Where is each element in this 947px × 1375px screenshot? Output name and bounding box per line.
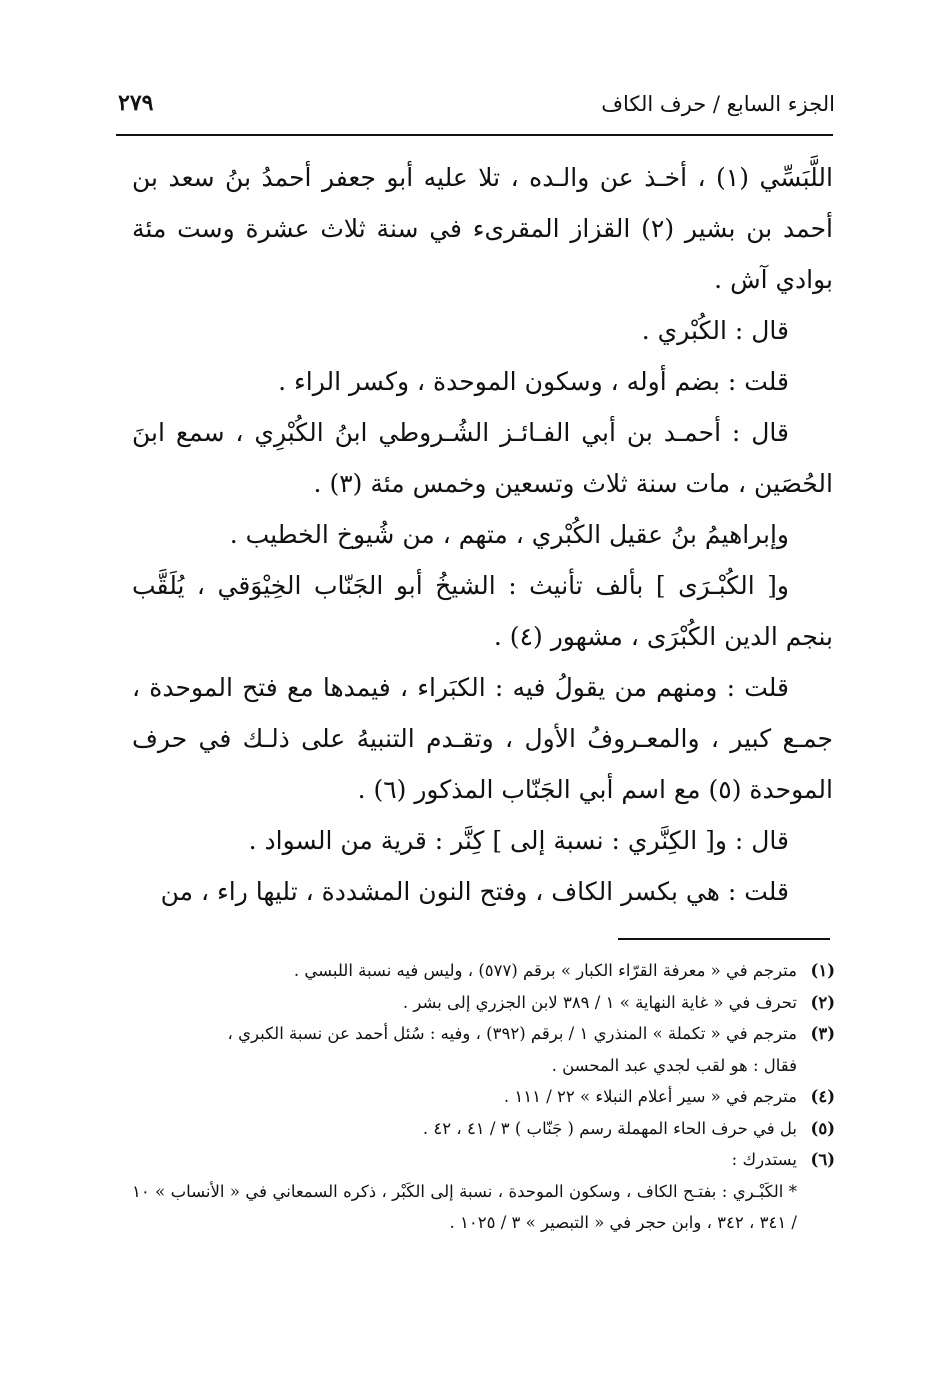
footnote [132, 1113, 835, 1145]
footnote-number: (١) [810, 961, 835, 980]
footnote-text: يستدرك : [731, 1150, 797, 1169]
paragraph: قلت : ومنهم من يقولُ فيه : الكبَراء ، فيمدها مع فتح الموحدة ، جمـع كبير ، والمعـروفُ الأول ، وتقـدم التنبيهُ على ذلـك في حرف الموحدة (٥) مع اسم أبي الجَنّاب المذكور (٦) . [132, 673, 833, 804]
paragraph: و[ الكُبْـرَى ] بألف تأنيث : الشيخُ أبو الجَنّاب الخِيْوَقي ، يُلَقَّب بنجم الدين الكُبْرَى ، مشهور (٤) . [132, 571, 833, 651]
footnote-text: مترجم في « معرفة القرّاء الكبار » برقم (٥٧٧) ، وليس فيه نسبة اللبسي . [293, 961, 797, 980]
footnote [132, 1081, 835, 1113]
footnote-text: تحرف في « غاية النهاية » ١ / ٣٨٩ لابن الجزري إلى بشر . [402, 992, 797, 1012]
header-divider [116, 134, 833, 136]
footnote-number: (٤) [810, 1087, 835, 1106]
footnote-divider [618, 938, 830, 940]
footnote [132, 987, 835, 1019]
paragraph: قال : و[ الكِنَّري : نسبة إلى ] كِنَّر : قرية من السواد . [248, 826, 789, 855]
footnote-number: (٦) [810, 1150, 835, 1169]
footnote-number: (٥) [810, 1118, 835, 1138]
page-number: ٢٧٩ [118, 90, 154, 116]
paragraph: قال : أحمـد بن أبي الفـائـز الشُـروطي ابنُ الكُبْرِي ، سمع ابنَ الحُصَين ، مات سنة ثلاث وتسعين وخمس مئة (٣) . [132, 418, 833, 498]
paragraph: قلت : بضم أوله ، وسكون الموحدة ، وكسر الراء . [278, 367, 789, 396]
footnote [132, 1144, 835, 1176]
paragraph: قلت : هي بكسر الكاف ، وفتح النون المشددة ، تليها راء ، من [160, 877, 789, 906]
footnotes [132, 955, 835, 1239]
footnote-text: مترجم في « سير أعلام النبلاء » ٢٢ / ١١١ . [503, 1087, 797, 1106]
footnote-text: بل في حرف الحاء المهملة رسم ( جَنّاب ) ٣ / ٤١ ، ٤٢ . [422, 1118, 797, 1138]
paragraph: اللَّبَسِّي (١) ، أخـذ عن والـده ، تلا عليه أبو جعفر أحمدُ بنُ سعد بن أحمد بن بشير (٢) القزاز المقرىء في سنة ثلاث عشرة وست مئة بوادي آش . [132, 163, 833, 294]
footnote-number: (٢) [810, 992, 835, 1012]
footnote [132, 1018, 835, 1050]
main-text [132, 152, 833, 917]
footnote-text: مترجم في « تكملة » المنذري ١ / برقم (٣٩٢) ، وفيه : سُئل أحمد عن نسبة الكبري ، [227, 1024, 797, 1043]
footnote-continuation: فقال : هو لقب لجدي عبد المحسن . [551, 1055, 797, 1075]
footnote-addendum: * الكَبْـري : بفتـح الكاف ، وسكون الموحدة ، نسبة إلى الكَبْر ، ذكره السمعاني في « الأنساب » ١٠ / ٣٤١ ، ٣٤٢ ، وابن حجر في « التبصير » ٣ / ١٠٢٥ . [132, 1181, 797, 1232]
paragraph: قال : الكُبْري . [641, 316, 789, 345]
footnote [132, 955, 835, 987]
footnote-number: (٣) [810, 1024, 835, 1043]
running-header-title: الجزء السابع / حرف الكاف [601, 92, 835, 116]
paragraph: وإبراهيمُ بنُ عقيل الكُبْري ، متهم ، من شُيوخ الخطيب . [229, 520, 789, 549]
